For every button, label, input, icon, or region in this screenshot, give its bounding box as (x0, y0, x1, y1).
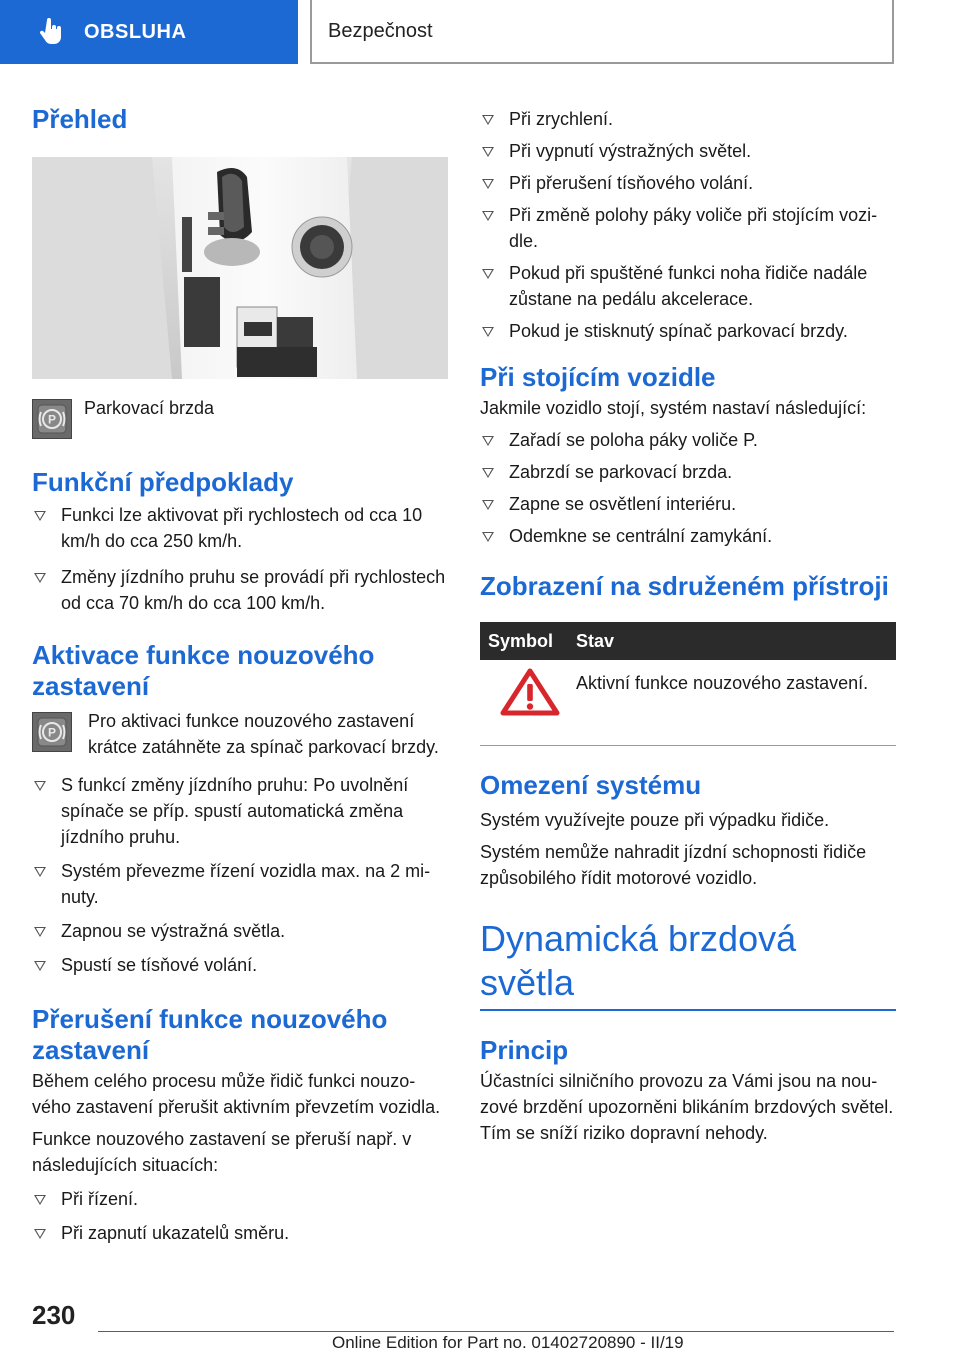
aktivace-list (32, 772, 448, 978)
table-row (480, 660, 896, 733)
col-symbol-header: Symbol (480, 622, 576, 660)
heading-omezeni: Omezení systému (480, 770, 702, 800)
list-item: Zapnou se výstražná světla. (32, 918, 448, 944)
list-item: Zařadí se poloha páky voliče P. (480, 427, 896, 453)
table-bottom-rule (480, 745, 896, 746)
aktivace-intro-row (32, 712, 448, 760)
heading-rule (480, 1009, 896, 1011)
footer-rule (98, 1331, 894, 1332)
parking-brake-console-photo (32, 157, 448, 379)
symbol-status-text: Aktivní funkce nouzového zastavení. (576, 673, 869, 693)
heading-preruseni: Přerušení funkce nouzového zastavení (32, 1004, 388, 1065)
right-column (480, 106, 896, 1146)
list-item: Pokud při spuštěné funkci noha řidiče nadále zůstane na pedálu akcelerace. (480, 260, 896, 312)
preruseni-p1: Během celého procesu může řidič funkci nouzového zastavení přerušit aktivním převzetím vozidla. (32, 1071, 441, 1117)
heading-stojicim: Při stojícím vozidle (480, 362, 716, 392)
list-item: Odemkne se centrální zamykání. (480, 523, 896, 549)
list-item: Zapne se osvětlení interiéru. (480, 491, 896, 517)
list-item: Při řízení. (32, 1186, 448, 1212)
stojicim-list (480, 427, 896, 549)
aktivace-intro: Pro aktivaci funkce nouzového zastavení krátce zatáhněte za spínač parkovací brzdy. (88, 711, 439, 757)
list-item: Zabrzdí se parkovací brzda. (480, 459, 896, 485)
list-item: Změny jízdního pruhu se provádí při rychlostech od cca 70 km/h do cca 100 km/h. (32, 564, 448, 616)
stojicim-intro: Jakmile vozidlo stojí, systém nastaví následující: (480, 398, 867, 418)
col-stav-header: Stav (576, 622, 896, 660)
list-item: Při přerušení tísňového volání. (480, 170, 896, 196)
list-item: Pokud je stisknutý spínač parkovací brzdy. (480, 318, 896, 344)
list-item: Spustí se tísňové volání. (32, 952, 448, 978)
section-tab (0, 0, 298, 64)
list-item: Systém převezme řízení vozidla max. na 2 minuty. (32, 858, 448, 910)
page-number: 230 (32, 1300, 76, 1330)
heading-prehled: Přehled (32, 104, 128, 134)
heading-dynamicka: Dynamická brzdová světla (480, 918, 797, 1003)
preruseni-cont-list (480, 106, 896, 344)
list-item: Při vypnutí výstražných světel. (480, 138, 896, 164)
list-item: Při zrychlení. (480, 106, 896, 132)
parking-brake-icon (32, 712, 72, 752)
left-column (32, 96, 448, 1246)
chapter-tab (310, 0, 894, 64)
chapter-title: Bezpečnost (328, 19, 433, 42)
predpoklady-list (32, 502, 448, 616)
list-item: Při zapnutí ukazatelů směru. (32, 1220, 448, 1246)
heading-predpoklady: Funkční předpoklady (32, 467, 294, 497)
hand-pointer-icon (38, 18, 64, 46)
parking-brake-row (32, 399, 448, 439)
omezeni-p2: Systém nemůže nahradit jízdní schopnosti řidiče způsobilého řídit motorové vozidlo. (480, 842, 867, 888)
list-item: Funkci lze aktivovat při rychlostech od cca 10 km/h do cca 250 km/h. (32, 502, 448, 554)
section-title: OBSLUHA (84, 20, 187, 43)
svg-text:P: P (47, 725, 57, 740)
heading-princip: Princip (480, 1035, 569, 1065)
princip-p: Účastníci silničního provozu za Vámi jsou na nouzové brzdění upozorněni blikáním brzdových světel. Tím se sníží riziko dopravní nehody. (480, 1071, 894, 1143)
list-item: S funkcí změny jízdního pruhu: Po uvolnění spínače se příp. spustí automatická změna jízdního pruhu. (32, 772, 448, 850)
red-warning-triangle-icon (500, 668, 560, 716)
preruseni-p2: Funkce nouzového zastavení se přeruší např. v následujících situacích: (32, 1129, 412, 1175)
omezeni-p1: Systém využívejte pouze při výpadku řidiče. (480, 810, 830, 830)
list-item: Při změně polohy páky voliče při stojícím vozidle. (480, 202, 896, 254)
parking-brake-icon (32, 399, 72, 439)
heading-zobrazeni: Zobrazení na sdruženém přístroji (480, 571, 889, 601)
preruseni-list (32, 1186, 448, 1246)
svg-text:P: P (47, 412, 57, 427)
symbol-table (480, 622, 896, 733)
heading-aktivace: Aktivace funkce nouzového zastavení (32, 640, 375, 701)
edition-note: Online Edition for Part no. 01402720890 - II/19 (332, 1333, 684, 1352)
parking-brake-caption: Parkovací brzda (84, 398, 215, 418)
